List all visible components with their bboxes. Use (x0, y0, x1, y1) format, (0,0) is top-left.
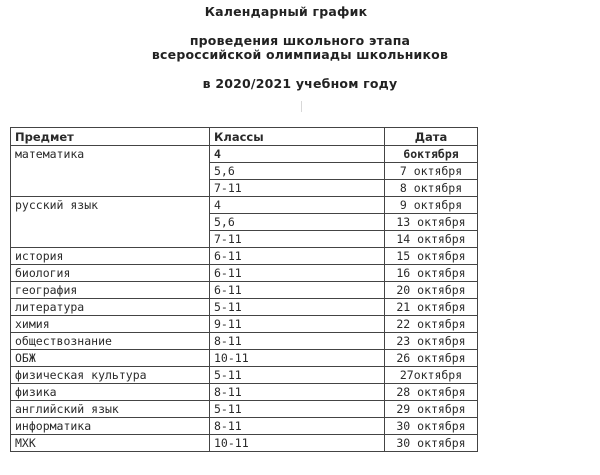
grades-cell: 5-11 (210, 401, 385, 418)
subject-cell: литература (11, 299, 210, 316)
subject-cell: математика (11, 146, 210, 197)
header-date: Дата (385, 128, 478, 146)
table-row (11, 316, 478, 333)
grades-cell: 5-11 (210, 299, 385, 316)
grades-cell: 6-11 (210, 248, 385, 265)
subject-cell: русский язык (11, 197, 210, 248)
date-cell: 23 октября (385, 333, 478, 350)
grades-cell: 7-11 (210, 180, 385, 197)
subject-cell: география (11, 282, 210, 299)
subject-cell: биология (11, 265, 210, 282)
grades-cell: 4 (210, 146, 385, 163)
date-cell: 14 октября (385, 231, 478, 248)
grades-cell: 8-11 (210, 333, 385, 350)
grades-cell: 9-11 (210, 316, 385, 333)
table-row (11, 401, 478, 418)
subject-cell: обществознание (11, 333, 210, 350)
table-row (11, 367, 478, 384)
date-cell: 30 октября (385, 435, 478, 452)
table-row (11, 146, 478, 163)
table-row (11, 282, 478, 299)
subject-cell: информатика (11, 418, 210, 435)
date-cell: 30 октября (385, 418, 478, 435)
header-subject: Предмет (11, 128, 210, 146)
table-row (11, 384, 478, 401)
table-row (11, 299, 478, 316)
table-row (11, 265, 478, 282)
table-header-row (11, 128, 478, 146)
date-cell: 21 октября (385, 299, 478, 316)
date-cell: 26 октября (385, 350, 478, 367)
school-year-line: в 2020/2021 учебном году (202, 76, 398, 91)
table-row (11, 197, 478, 214)
date-cell: 7 октября (385, 163, 478, 180)
grades-cell: 10-11 (210, 435, 385, 452)
title-schedule: Календарный график (204, 4, 368, 19)
grades-cell: 8-11 (210, 418, 385, 435)
date-cell: 20 октября (385, 282, 478, 299)
subject-cell: химия (11, 316, 210, 333)
subtitle-line-1: проведения школьного этапа (189, 33, 411, 48)
date-cell: 28 октября (385, 384, 478, 401)
date-cell: 15 октября (385, 248, 478, 265)
date-cell: 16 октября (385, 265, 478, 282)
date-cell: 6октября (385, 146, 478, 163)
table-row (11, 248, 478, 265)
subject-cell: история (11, 248, 210, 265)
grades-cell: 10-11 (210, 350, 385, 367)
text-cursor-mark (301, 101, 302, 112)
grades-cell: 7-11 (210, 231, 385, 248)
subject-cell: ОБЖ (11, 350, 210, 367)
date-cell: 27октября (385, 367, 478, 384)
date-cell: 29 октября (385, 401, 478, 418)
table-row (11, 418, 478, 435)
subject-cell: МХК (11, 435, 210, 452)
subject-cell: английский язык (11, 401, 210, 418)
date-cell: 8 октября (385, 180, 478, 197)
grades-cell: 8-11 (210, 384, 385, 401)
date-cell: 22 октября (385, 316, 478, 333)
header-grades: Классы (210, 128, 385, 146)
subject-cell: физика (11, 384, 210, 401)
grades-cell: 4 (210, 197, 385, 214)
date-cell: 13 октября (385, 214, 478, 231)
table-row (11, 350, 478, 367)
grades-cell: 5,6 (210, 214, 385, 231)
grades-cell: 5-11 (210, 367, 385, 384)
date-cell: 9 октября (385, 197, 478, 214)
subject-cell: физическая культура (11, 367, 210, 384)
olympiad-schedule-table (10, 127, 478, 452)
grades-cell: 6-11 (210, 282, 385, 299)
table-row (11, 435, 478, 452)
table-row (11, 333, 478, 350)
grades-cell: 6-11 (210, 265, 385, 282)
subtitle-line-2: всероссийской олимпиады школьников (151, 47, 449, 62)
grades-cell: 5,6 (210, 163, 385, 180)
